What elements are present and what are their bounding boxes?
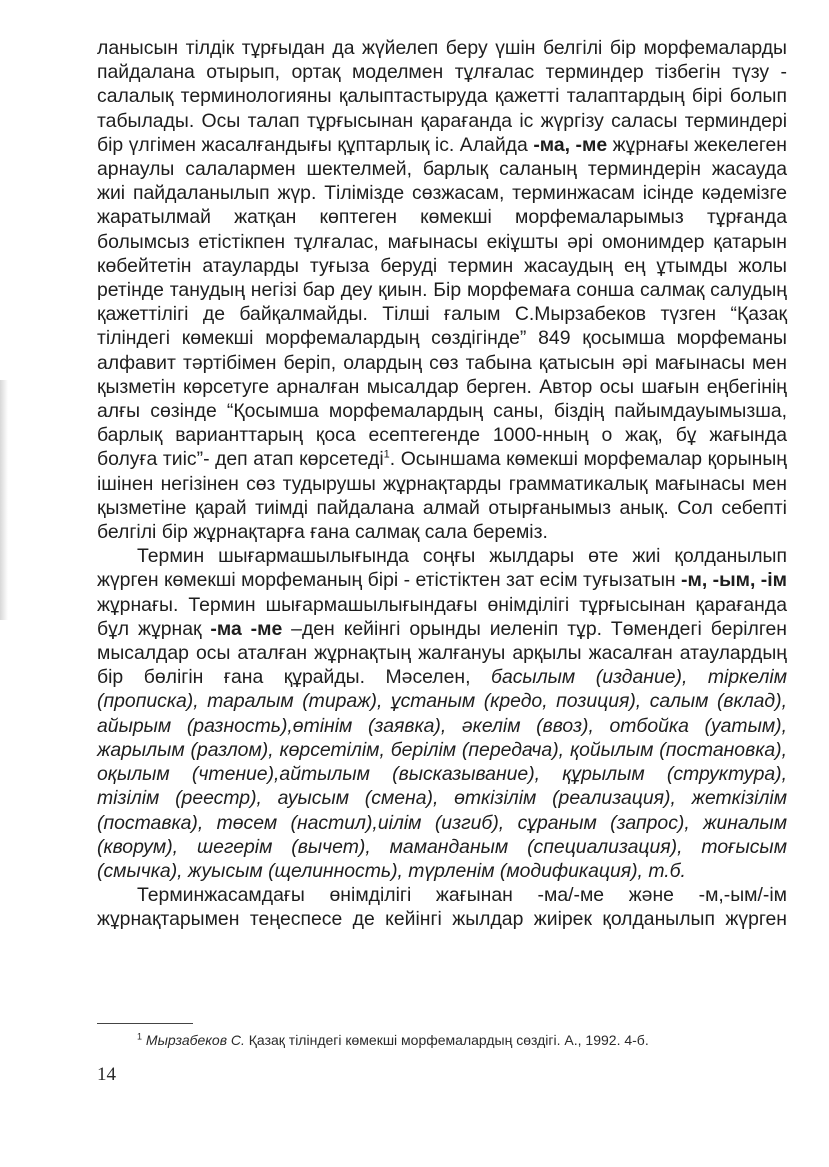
text-span: Термин шығармашылығында соңғы жылдары өте жиі қолданылып жүрген көмекші морфеманың бірі - етістіктен зат есім туғызатын bbox=[97, 545, 787, 592]
bold-suffix-m-ym-im: -м, -ым, -ім bbox=[681, 569, 787, 592]
italic-examples: басылым (издание), тіркелім (прописка), таралым (тираж), ұстаным (кредо, позиция), салым (вклад), айырым (разность),өтінім (заявка), әкелім (ввоз), отбойка (уатым), жарылым (разлом), көрсетілім, берілім (передача), қойылым (постановка), оқылым (чтение),айтылым (высказывание), құрылым (структура), тізілім (реестр), ауысым (смена), өткізілім (реализация), жеткізілім (поставка), төсем (настил),иілім (изгиб), сұраным (запрос), жиналым (кворум), шегерім (вычет), маманданым (специализация), тоғысым (смычка), жуысым (щелинность), түрленім (модификация), т.б. bbox=[97, 666, 787, 882]
footnote-marker: 1 bbox=[137, 1031, 143, 1042]
page-body bbox=[97, 36, 787, 932]
footnote bbox=[137, 1031, 787, 1049]
page-edge-shadow bbox=[0, 380, 8, 620]
text-span: жұрнағы. Термин шығармашылығындағы өнімділігі тұрғысынан қарағанда бұл жұрнақ bbox=[97, 593, 787, 640]
bold-suffix-ma-me: -ма -ме bbox=[210, 617, 283, 640]
page-number: 14 bbox=[97, 1064, 116, 1085]
text-span: . Осыншама көмекші морфемалар қорының ішінен негізінен сөз тудырушы жұрнақтарды грамматикалық мағынасы мен қызметіне қарай тиімді пайдалана алмай отырғанымыз анық. Сол себепті белгілі бір жұрнақтарға ғана салмақ сала береміз. bbox=[97, 448, 787, 544]
paragraph-1 bbox=[97, 36, 787, 544]
text-span: Терминжасамдағы өнімділігі жағынан -ма/-ме және -м,-ым/-ім жұрнақтарымен теңеспесе де кейінгі жылдар жиірек қолданылып жүрген bbox=[97, 884, 787, 931]
text-span: жұрнағы жекелеген арнаулы салалармен шектелмей, барлық саланың терминдерін жасауда жиі пайдаланылып жүр. Тілімізде сөзжасам, терминжасам ісінде кәдемізге жаратылмай жатқан көптеген көмекші морфемаларымыз тұрғанда болымсыз етістікпен тұлғалас, мағынасы екіұшты әрі омонимдер қатарын көбейтетін атауларды туғыза беруді термин жасаудың ең ұтымды жолы ретінде танудың негізі бар деу қиын. Бір морфемаға сонша салмақ салудың қажеттілігі де байқалмайды. Тілші ғалым С.Мырзабеков түзген “Қазақ тіліндегі көмекші морфемалардың сөздігінде” 849 қосымша морфеманы алфавит тәртібімен беріп, олардың сөз табына қатысын әрі мағынасы мен қызметін көрсетуге арналған мысалдар берген. Автор осы шағын еңбегінің алғы сөзінде “Қосымша морфемалардың саны, біздің пайымдауымызша, барлық варианттарың қоса есептегенде 1000-нның о жақ, бұ жағында болуға тиіс”- деп атап көрсетеді bbox=[97, 133, 788, 471]
paragraph-2 bbox=[97, 544, 787, 883]
text-span: ланысын тілдік тұрғыдан да жүйелеп беру үшін белгілі бір морфемаларды пайдалана отырып, ортақ моделмен тұлғалас терминдер тізбегін түзу - салалық терминологияны қалыптастыруда қажетті талаптардың бірі болып табылады. Осы талап тұрғысынан қарағанда іс жүргізу саласы терминдері бір үлгімен жасалғандығы құптарлық іс. Алайда bbox=[97, 37, 787, 156]
footnote-text: Қазақ тіліндегі көмекші морфемалардың сөздігі. А., 1992. 4-б. bbox=[244, 1032, 649, 1048]
text-span: –ден кейінгі орынды иеленіп тұр. Төмендегі берілген мысалдар осы аталған жұрнақтың жалғануы арқылы жасалған атаулардың бір бөлігін ғана құрайды. Мәселен, bbox=[97, 617, 787, 689]
bold-suffix-ma-me: -ма, -ме bbox=[533, 133, 608, 156]
footnote-divider bbox=[97, 1023, 193, 1024]
footnote-reference: 1 bbox=[383, 448, 390, 461]
paragraph-3 bbox=[97, 883, 787, 931]
footnote-author: Мырзабеков С. bbox=[145, 1032, 245, 1048]
